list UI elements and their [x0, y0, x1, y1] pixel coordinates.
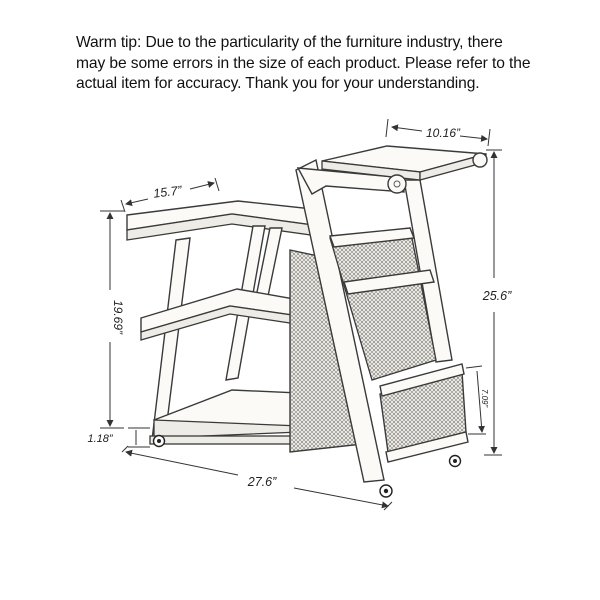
dimension-label-total-height: 25.6” [482, 289, 512, 303]
dimension-label-shelf-height: 19.69” [111, 299, 125, 335]
dimension-label-wheel-height: 1.18” [87, 433, 113, 445]
dimension-basket-height [466, 366, 489, 434]
dimension-top-width [386, 119, 490, 146]
warm-tip-line-1: Warm tip: Due to the particularity of the furniture industry, there [76, 34, 503, 51]
dimension-total-height [482, 150, 512, 455]
dimension-label-total-length: 27.6” [247, 475, 277, 489]
dimension-total-length [122, 446, 392, 510]
dimension-wheel-height [87, 428, 150, 447]
dimension-shelf-height [100, 211, 125, 428]
warm-tip-line-3: actual item for accuracy. Thank you for your understanding. [76, 75, 480, 92]
dimension-label-shelf-depth: 15.7” [152, 183, 183, 201]
trolley-cart-drawing [127, 146, 487, 497]
warm-tip-line-2: may be some errors in the size of each product. Please refer to the [76, 54, 531, 72]
dimension-label-top-width: 10.16” [425, 126, 461, 140]
dimension-label-basket-height: 7.09” [480, 388, 489, 408]
